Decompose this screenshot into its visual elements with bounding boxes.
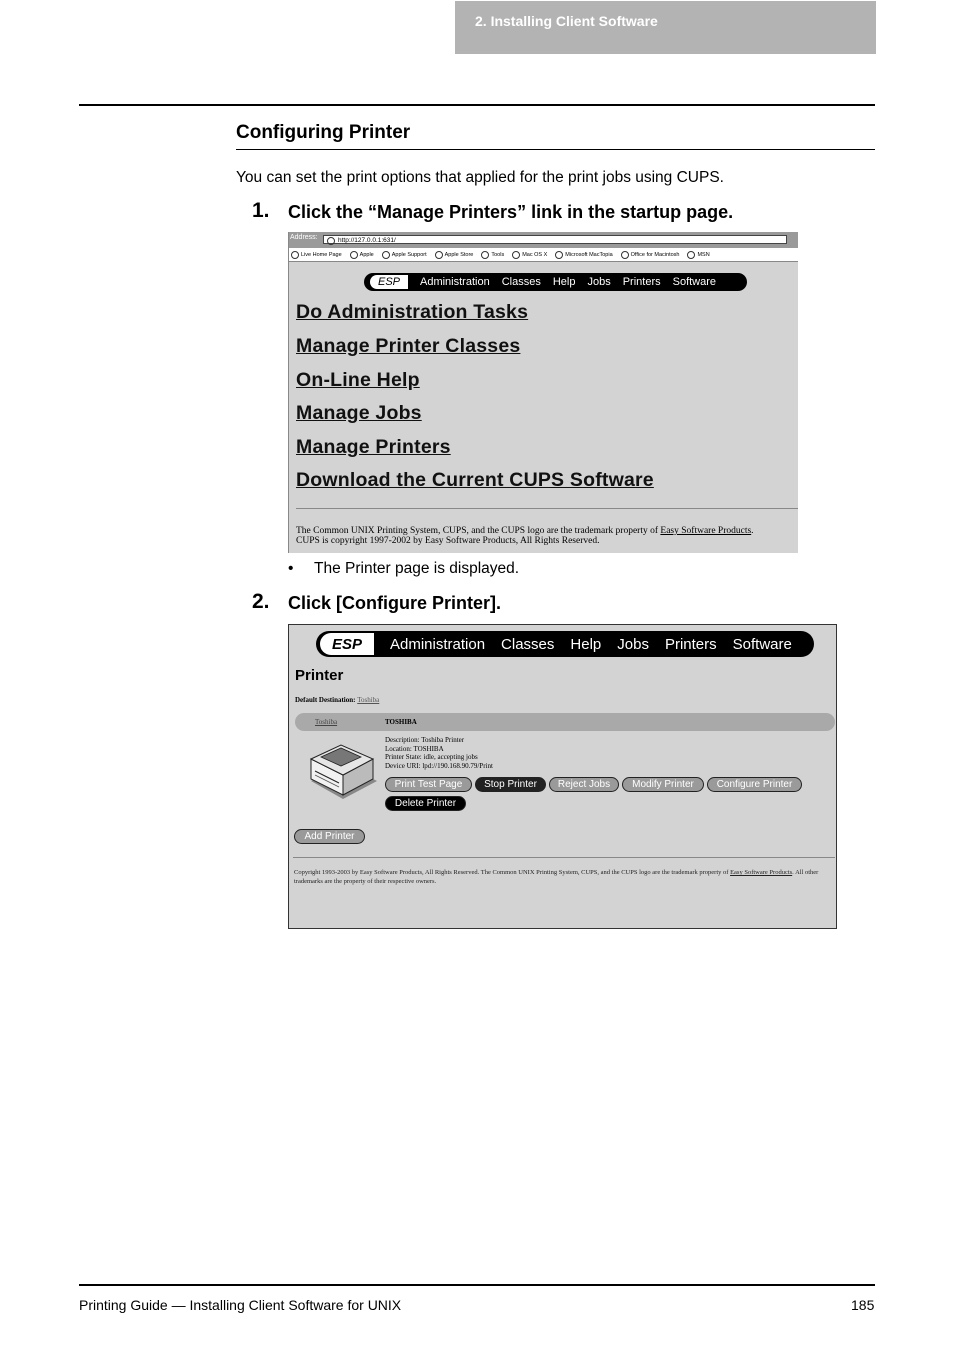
printer-info xyxy=(385,736,493,770)
nav-jobs[interactable]: Jobs xyxy=(587,276,611,288)
address-bar xyxy=(289,232,798,248)
stop-printer-button[interactable]: Stop Printer xyxy=(475,777,546,792)
intro-text: You can set the print options that applied for the print jobs using CUPS. xyxy=(236,169,724,186)
cups-nav-bar xyxy=(364,273,747,291)
nav-help[interactable]: Help xyxy=(570,635,602,653)
address-label: Address: xyxy=(290,234,318,241)
step-2-text: Click [Configure Printer]. xyxy=(288,593,502,613)
globe-icon xyxy=(555,251,563,259)
delete-printer-button[interactable]: Delete Printer xyxy=(385,796,466,811)
printer-device-uri: Device URI: lpd://190.168.90.79/Print xyxy=(385,761,493,770)
globe-icon xyxy=(621,251,629,259)
print-test-page-button[interactable]: Print Test Page xyxy=(385,777,472,792)
nav-administration[interactable]: Administration xyxy=(420,276,490,288)
nav-classes[interactable]: Classes xyxy=(501,276,541,288)
page-number: 185 xyxy=(851,1297,875,1313)
default-destination-link[interactable]: Toshiba xyxy=(357,696,380,704)
bullet-text: The Printer page is displayed. xyxy=(314,560,520,577)
chapter-header-label: 2. Installing Client Software xyxy=(475,13,658,29)
globe-icon xyxy=(291,251,299,259)
cups-footer: Copyright 1993-2003 by Easy Software Products, All Rights Reserved. The Common UNIX Printing System, CUPS, and the CUPS logo are the trademark property of Easy Software Products. All other trademarks are the property of their respective owners. xyxy=(294,869,819,885)
favorite-link[interactable]: Microsoft MacTopia xyxy=(555,251,612,259)
globe-icon xyxy=(350,251,358,259)
section-title: Configuring Printer xyxy=(236,122,411,143)
screenshot-printer-page xyxy=(288,624,837,929)
globe-icon xyxy=(512,251,520,259)
footer-title: Printing Guide — Installing Client Software for UNIX xyxy=(79,1297,402,1313)
nav-software[interactable]: Software xyxy=(732,635,792,653)
favorite-link[interactable]: Office for Macintosh xyxy=(621,251,680,259)
globe-icon xyxy=(687,251,695,259)
favorite-link[interactable]: Apple Store xyxy=(435,251,474,259)
favorite-link[interactable]: MSN xyxy=(687,251,709,259)
favorite-link[interactable]: Live Home Page xyxy=(291,251,342,259)
link-manage-printer-classes[interactable]: Manage Printer Classes xyxy=(296,335,521,357)
cups-footer: The Common UNIX Printing System, CUPS, and the CUPS logo are the trademark property of Easy Software Products. CUPS is copyright 1997-2002 by Easy Software Products, All Rights Reserved. xyxy=(296,526,754,546)
chapter-header-tab xyxy=(455,1,876,54)
favorite-link[interactable]: Mac OS X xyxy=(512,251,547,259)
footer-rule xyxy=(79,1284,875,1286)
globe-icon xyxy=(481,251,489,259)
esp-logo[interactable]: ESP xyxy=(370,275,408,289)
modify-printer-button[interactable]: Modify Printer xyxy=(622,777,704,792)
globe-icon xyxy=(435,251,443,259)
globe-icon xyxy=(382,251,390,259)
cups-nav-bar xyxy=(316,631,814,657)
printer-page-title: Printer xyxy=(295,667,344,684)
easy-software-link[interactable]: Easy Software Products xyxy=(660,526,752,536)
step-2-number: 2. xyxy=(252,590,270,613)
easy-software-link[interactable]: Easy Software Products xyxy=(730,869,793,876)
divider xyxy=(296,508,798,509)
printer-header-row xyxy=(295,713,835,731)
link-download-cups[interactable]: Download the Current CUPS Software xyxy=(296,469,654,491)
nav-classes[interactable]: Classes xyxy=(501,635,555,653)
favorites-bar xyxy=(289,248,798,262)
screenshot-cups-startup xyxy=(288,232,798,553)
reject-jobs-button[interactable]: Reject Jobs xyxy=(549,777,619,792)
divider xyxy=(293,857,835,858)
nav-help[interactable]: Help xyxy=(552,276,576,288)
page-icon xyxy=(327,237,335,245)
link-manage-jobs[interactable]: Manage Jobs xyxy=(296,402,422,424)
nav-printers[interactable]: Printers xyxy=(622,276,661,288)
favorite-link[interactable]: Apple xyxy=(350,251,374,259)
nav-printers[interactable]: Printers xyxy=(664,635,717,653)
configure-printer-button[interactable]: Configure Printer xyxy=(707,777,802,792)
step-1-number: 1. xyxy=(252,199,270,222)
section-title-rule xyxy=(236,149,875,150)
link-manage-printers[interactable]: Manage Printers xyxy=(296,436,451,458)
link-do-administration-tasks[interactable]: Do Administration Tasks xyxy=(296,301,529,323)
nav-jobs[interactable]: Jobs xyxy=(617,635,649,653)
printer-name-link[interactable]: Toshiba xyxy=(315,718,338,726)
bullet-marker: • xyxy=(288,560,294,577)
address-value: http://127.0.0.1:631/ xyxy=(338,237,396,244)
nav-administration[interactable]: Administration xyxy=(390,635,486,653)
printer-state: Printer State: idle, accepting jobs xyxy=(385,753,478,761)
top-rule xyxy=(79,104,875,106)
printer-location: Location: TOSHIBA xyxy=(385,744,444,753)
step-1-text: Click the “Manage Printers” link in the startup page. xyxy=(288,202,734,222)
esp-logo[interactable]: ESP xyxy=(320,633,374,655)
favorite-link[interactable]: Apple Support xyxy=(382,251,427,259)
printer-description: Description: Toshiba Printer xyxy=(385,736,465,744)
printer-make: TOSHIBA xyxy=(385,718,417,726)
add-printer-button[interactable]: Add Printer xyxy=(294,829,365,844)
default-destination: Default Destination: Toshiba xyxy=(295,696,380,704)
link-online-help[interactable]: On-Line Help xyxy=(296,369,420,391)
printer-icon xyxy=(307,737,379,801)
address-field[interactable] xyxy=(323,235,787,244)
nav-software[interactable]: Software xyxy=(672,276,717,288)
favorite-link[interactable]: Tools xyxy=(481,251,504,259)
